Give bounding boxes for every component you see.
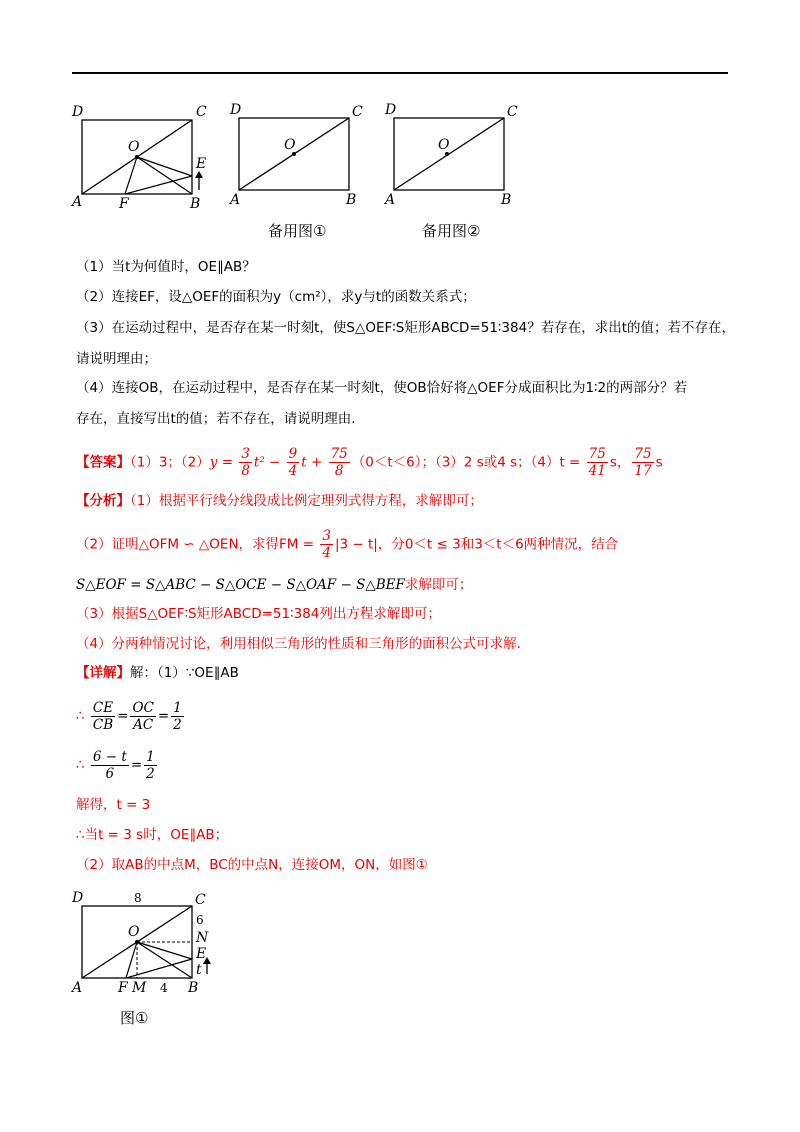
part-2-intro: （2）取AB的中点M，BC的中点N，连接OM，ON，如图① [76,857,428,873]
therefore-symbol: ∴ [76,708,85,724]
label-b: B [346,192,357,208]
question-4-a: （4）连接OB，在运动过程中，是否存在某一时刻t，使OB恰好将△OEF分成面积比为1∶2的两部分？若 [76,380,688,396]
label-c: C [352,104,363,120]
label-d: D [230,102,242,118]
label-m: M [132,980,147,996]
answer-tag: 【答案】 [76,454,130,471]
figure-main [70,102,215,214]
analysis-1 [76,491,483,511]
label-c: C [196,104,207,120]
therefore-symbol: ∴ [76,757,85,773]
label-o: O [438,137,450,153]
analysis-2-text-d: 求解即可； [404,577,473,593]
label-t: t [196,962,202,978]
fraction-6-minus-t: $\frac{6 - t}{6}$ [92,748,127,782]
analysis-tag: 【分析】 [76,493,130,509]
answer-part-3: （0＜t＜6）；（3）2 s或4 s；（4）t = [351,454,585,471]
question-3-a: （3）在运动过程中，是否存在某一时刻t，使S△OEF∶S矩形ABCD=51∶384？若存在，求出t的值；若不存在， [76,320,735,336]
label-a: A [72,980,83,996]
analysis-1-text: （1）根据平行线分线段成比例定理列式得方程，求解即可； [130,493,483,509]
label-c: C [507,104,518,120]
label-a: A [230,192,241,208]
fraction-3-8: $\frac{3}{8}$ [241,446,250,479]
label-b: B [188,980,199,996]
detail-tag: 【详解】 [76,665,130,681]
answer-part-1: （1）3；（2） [130,454,210,471]
fraction-ce-cb: $\frac{CE}{CB}$ [92,699,114,733]
label-o: O [284,137,296,153]
analysis-4: （4）分两种情况讨论，利用相似三角形的性质和三角形的面积公式可求解. [76,636,521,652]
answer-poly-2: t + [301,454,327,471]
label-b: B [501,192,512,208]
answer-line [76,446,663,479]
label-n: N [196,930,209,946]
fraction-9-4: $\frac{9}{4}$ [288,446,298,479]
answer-y: y = [209,454,238,471]
label-o: O [128,924,140,940]
caption-backup-2: 备用图② [422,222,481,240]
label-f: F [119,196,129,212]
label-e: E [196,156,207,172]
label-a: A [385,192,396,208]
label-bottom-length: 4 [160,981,168,995]
answer-sep: s， [609,454,631,471]
label-c: C [195,892,206,908]
analysis-2-text-a: （2）证明△OFM ∽ △OEN，求得FM = [76,536,319,553]
solve-line: 解得，t = 3 [76,797,151,813]
answer-poly-1: t² − [253,454,285,471]
fraction-oc-ac: $\frac{OC}{AC}$ [132,699,154,733]
label-f: F [118,980,128,996]
fraction-3-4: $\frac{3}{4}$ [322,528,331,561]
equation-2: ∴ $\frac{6 - t}{6}$ = $\frac{1}{2}$ [76,748,155,782]
analysis-3: （3）根据S△OEF∶S矩形ABCD=51∶384列出方程求解即可； [76,606,441,622]
label-top-length: 8 [134,891,142,905]
label-d: D [385,102,397,118]
question-3-b: 请说明理由； [76,351,157,367]
fraction-1-2: $\frac{1}{2}$ [146,748,155,782]
fraction-75-17: $\frac{75}{17}$ [634,446,652,479]
question-4-b: 存在，直接写出t的值；若不存在，请说明理由. [76,411,356,427]
detail-1 [76,663,239,683]
label-o: O [128,139,140,155]
caption-backup-1: 备用图① [268,222,327,240]
label-d: D [72,890,84,906]
figure-solution [70,886,225,998]
figure-backup-1 [228,100,368,212]
label-d: D [72,104,84,120]
label-e: E [196,946,207,962]
analysis-area-formula: S△EOF = S△ABC − S△OCE − S△OAF − S△BEF [76,577,405,593]
conclusion-1: ∴当t = 3 s时，OE∥AB； [76,827,229,843]
analysis-2-cont [76,575,472,595]
equation-1: ∴ $\frac{CE}{CB}$ = $\frac{OC}{AC}$ = $\frac{1}{2}$ [76,699,182,733]
analysis-2-text-b: |3 − t|，分0＜t ≤ 3和3＜t＜6两种情况，结合 [334,536,619,553]
label-right-length: 6 [196,913,204,927]
fraction-75-41: $\frac{75}{41}$ [588,446,606,479]
fraction-75-8: $\frac{75}{8}$ [330,446,348,479]
label-a: A [72,194,83,210]
question-1: （1）当t为何值时，OE∥AB？ [76,259,256,275]
question-2: （2）连接EF，设△OEF的面积为y（cm²），求y与t的函数关系式； [76,289,476,305]
label-b: B [190,196,201,212]
fraction-1-2: $\frac{1}{2}$ [173,699,182,733]
header-rule [72,72,728,74]
caption-figure-1: 图① [120,1009,149,1027]
analysis-2 [76,528,618,561]
figure-backup-2 [383,100,523,212]
answer-unit: s [655,454,663,471]
detail-1-text: 解：（1）∵OE∥AB [130,665,239,681]
